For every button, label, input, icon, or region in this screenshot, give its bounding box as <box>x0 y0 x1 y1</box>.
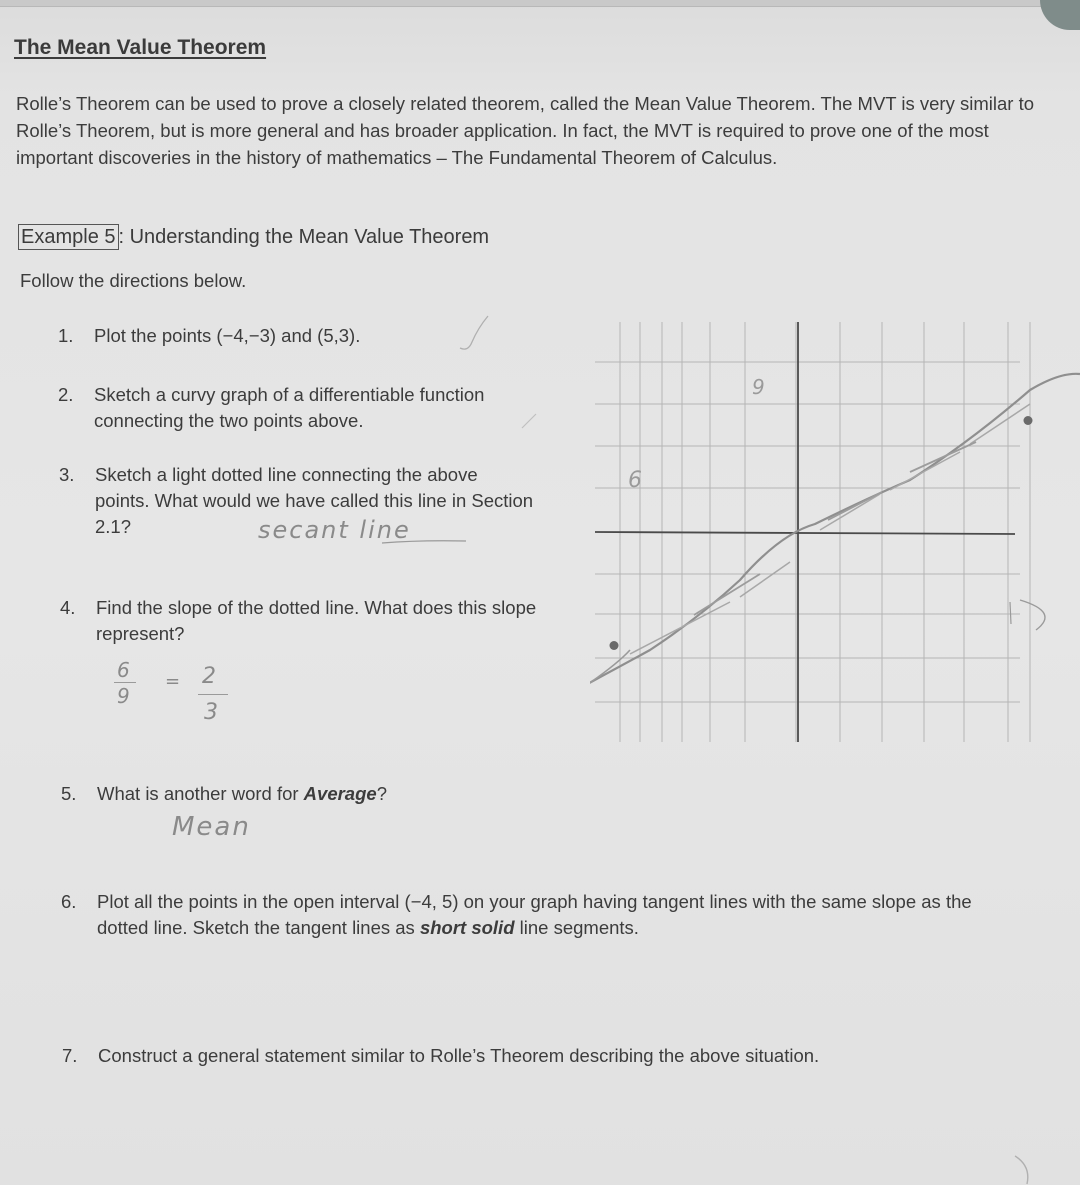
handwritten-num-2: 2 <box>202 664 218 689</box>
item-text-emphasis: short solid <box>419 917 515 938</box>
item-text: Construct a general statement similar to Rolle’s Theorem describing the above situation. <box>98 1045 820 1066</box>
coordinate-grid <box>590 312 1080 752</box>
list-item <box>61 889 977 941</box>
x-axis <box>595 532 1015 534</box>
underline-stroke <box>380 538 470 546</box>
item-number: 1. <box>58 325 74 346</box>
handwritten-label-6: 6 <box>628 468 642 493</box>
list-item <box>58 323 474 349</box>
handwritten-answer-mean: Mean <box>172 812 251 842</box>
axes <box>595 322 1015 742</box>
item-number: 7. <box>62 1045 78 1066</box>
list-item <box>62 1043 978 1069</box>
tangent-line-segment <box>694 574 760 615</box>
parenthesis-mark <box>1010 602 1011 624</box>
item-number: 6. <box>61 891 77 912</box>
item-text: Sketch a light dotted line connecting the above points. What would we have called this line in Section 2.1? <box>95 464 534 537</box>
page-title: The Mean Value Theorem <box>14 36 267 59</box>
corner-shadow <box>1040 0 1080 30</box>
handwritten-answer-secant: secant line <box>258 516 411 544</box>
item-number: 3. <box>59 464 75 485</box>
example-title: : Understanding the Mean Value Theorem <box>118 226 490 248</box>
function-curve <box>590 374 1080 704</box>
paper-top-edge <box>0 0 1080 7</box>
handwritten-label-9: 9 <box>752 375 765 399</box>
example-heading <box>18 226 489 249</box>
item-text: Plot the points (−4,−3) and (5,3). <box>94 325 361 346</box>
parenthesis-mark <box>1005 1152 1045 1185</box>
item-text-after: line segments. <box>514 917 639 938</box>
item-text-before: What is another word for <box>97 783 304 804</box>
handwritten-equals: = <box>165 671 183 692</box>
secant-line-sketch <box>630 404 1030 654</box>
list-item <box>58 382 544 434</box>
intro-paragraph: Rolle’s Theorem can be used to prove a closely related theorem, called the Mean Value Theorem. The MVT is very similar to Rolle’s Theorem, but is more general and has broader application. In fact, the MVT is required to prove one of the most important discoveries in the history of mathematics – The Fundamental Theorem of Calculus. <box>16 93 1034 168</box>
plotted-point <box>610 641 619 650</box>
list-item <box>60 595 541 647</box>
check-mark-icon <box>520 412 540 432</box>
item-text-before: Plot all the points in the open interval (−4, 5) on your graph having tangent lines with the same slope as the dotted line. Sketch the tangent lines as <box>97 891 972 938</box>
directions-text: Follow the directions below. <box>20 270 247 291</box>
item-text: Sketch a curvy graph of a differentiable function connecting the two points above. <box>94 384 485 431</box>
item-number: 2. <box>58 384 74 405</box>
item-text-after: ? <box>376 783 387 804</box>
handwritten-num-6: 6 <box>117 658 132 682</box>
fraction-bar <box>198 694 228 695</box>
item-number: 5. <box>61 783 77 804</box>
plotted-point <box>1024 416 1033 425</box>
example-label: Example 5 <box>18 224 119 250</box>
tangent-line-segment <box>828 492 882 520</box>
check-mark-icon <box>456 312 492 356</box>
list-item <box>61 781 497 807</box>
handwritten-den-9: 9 <box>117 684 132 708</box>
item-text: Find the slope of the dotted line. What does this slope represent? <box>96 597 537 644</box>
handwritten-den-3: 3 <box>204 700 220 725</box>
item-text-emphasis: Average <box>303 783 377 804</box>
lower-curve-tail <box>590 650 630 712</box>
curly-bracket-mark <box>1020 600 1045 630</box>
item-number: 4. <box>60 597 76 618</box>
